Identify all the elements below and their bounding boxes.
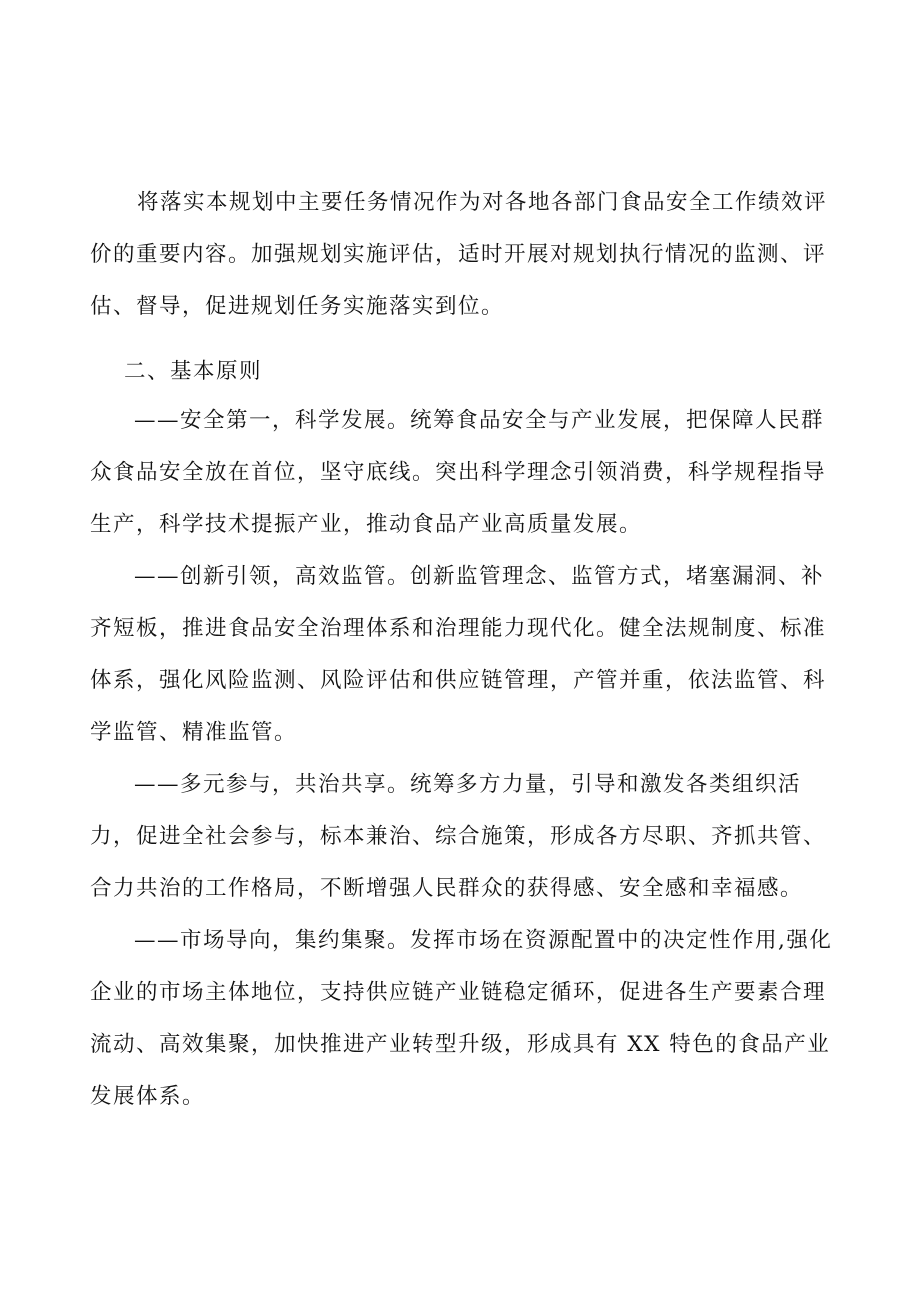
principle-4-line-4: 发展体系。 [90,1084,206,1109]
principle-2-line-1: ——创新引领，高效监管。创新监管理念、监管方式，堵塞漏洞、补 [134,564,825,589]
paragraph-1-line-1: 将落实本规划中主要任务情况作为对各地各部门食品安全工作绩效评 [137,190,828,215]
principle-2-line-2: 齐短板，推进食品安全治理体系和治理能力现代化。健全法规制度、标准 [90,616,827,641]
principle-4-line-1: ——市场导向，集约集聚。发挥市场在资源配置中的决定性作用,强化 [134,928,833,953]
principle-1-line-3: 生产，科学技术提振产业，推动食品产业高质量发展。 [90,512,643,537]
principle-1-line-1: ——安全第一，科学发展。统筹食品安全与产业发展，把保障人民群 [134,408,825,433]
section-heading: 二、基本原则 [124,359,263,384]
principle-4-line-2: 企业的市场主体地位，支持供应链产业链稳定循环，促进各生产要素合理 [90,980,827,1005]
paragraph-1-line-2: 价的重要内容。加强规划实施评估，适时开展对规划执行情况的监测、评 [90,242,827,267]
principle-3-line-1: ——多元参与，共治共享。统筹多方力量，引导和激发各类组织活 [134,772,802,797]
principle-2-line-3: 体系，强化风险监测、风险评估和供应链管理，产管并重，依法监管、科 [90,668,827,693]
principle-2-line-4: 学监管、精准监管。 [90,720,298,745]
paragraph-1-line-3: 估、督导，促进规划任务实施落实到位。 [90,294,505,319]
principle-3-line-3: 合力共治的工作格局，不断增强人民群众的获得感、安全感和幸福感。 [90,876,804,901]
principle-3-line-2: 力，促进全社会参与，标本兼治、综合施策，形成各方尽职、齐抓共管、 [90,824,827,849]
principle-1-line-2: 众食品安全放在首位，坚守底线。突出科学理念引领消费，科学规程指导 [90,460,827,485]
principle-4-line-3: 流动、高效集聚，加快推进产业转型升级，形成具有 XX 特色的食品产业 [90,1032,831,1057]
